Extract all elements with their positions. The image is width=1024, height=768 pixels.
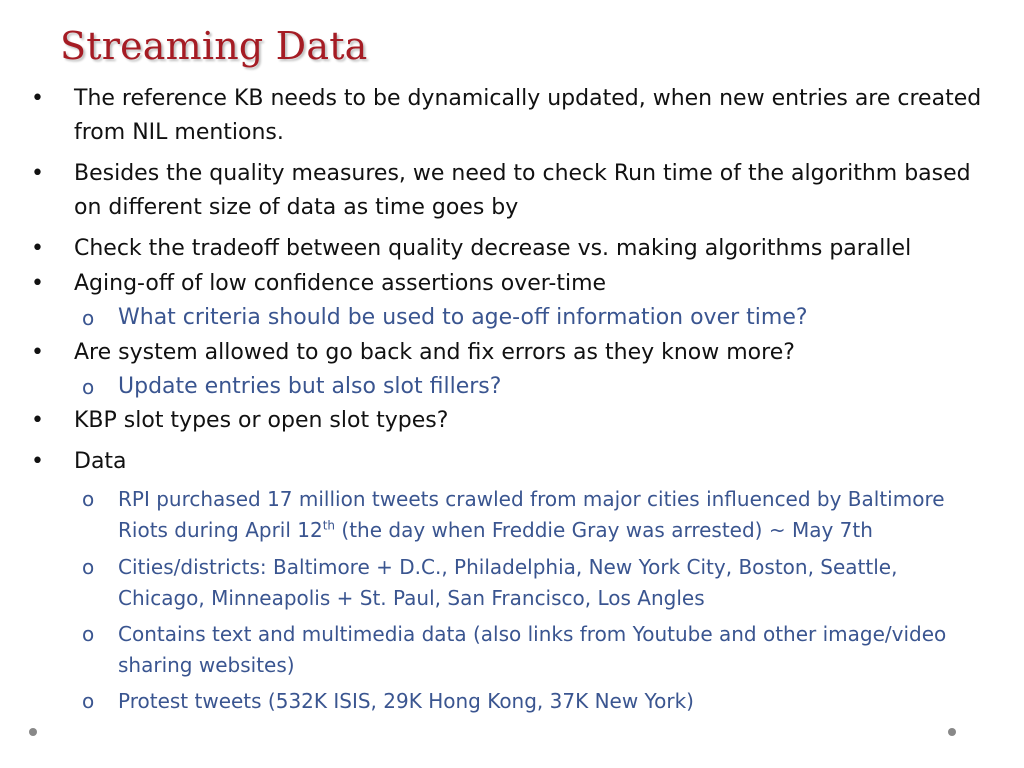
bullet-marker: • [31,271,44,296]
bullet-marker: • [31,236,44,261]
bullet-text: The reference KB needs to be dynamically updated, when new entries are created from NIL mentions. [74,86,982,145]
bullet-marker: • [31,449,44,474]
bullet-slot-types [31,404,986,438]
subbullet-text: Update entries but also slot fillers? [118,374,502,399]
bullet-text: Aging-off of low confidence assertions over-time [74,271,607,296]
bullet-text: Are system allowed to go back and fix errors as they know more? [74,340,795,365]
subbullet-update-entries [82,370,987,404]
subbullet-text: Protest tweets (532K ISIS, 29K Hong Kong, 37K New York) [118,689,694,713]
bullet-fix-errors [31,336,986,370]
bullet-marker: • [31,86,44,111]
bullet-text: KBP slot types or open slot types? [74,408,449,433]
subbullet-marker: o [82,622,95,646]
subbullet-age-off-criteria [82,301,987,335]
bullet-runtime [31,157,986,225]
subbullet-text: Contains text and multimedia data (also links from Youtube and other image/video sharing websites) [118,622,947,677]
superscript-th: th [322,518,336,533]
bullet-text: Data [74,449,127,474]
subbullet-marker: o [82,487,95,511]
bullet-marker: • [31,161,44,186]
slide-title: Streaming Data [60,24,368,68]
subbullet-marker: o [82,689,95,713]
bullet-marker: • [31,408,44,433]
bullet-text: Besides the quality measures, we need to check Run time of the algorithm based on different size of data as time goes by [74,161,971,220]
subbullet-protest-tweets [82,686,987,717]
bullet-text: Check the tradeoff between quality decrease vs. making algorithms parallel [74,236,912,261]
decorative-dot-left [29,728,37,736]
subbullet-tweets-purchased [82,484,987,546]
subbullet-marker: o [82,306,95,330]
subbullet-multimedia [82,619,987,681]
bullet-tradeoff [31,232,986,266]
subbullet-text-part1: RPI purchased 17 million tweets crawled from major cities influenced by Baltimore Riots during April 12 [118,487,945,542]
bullet-aging-off [31,267,986,301]
subbullet-marker: o [82,555,95,579]
subbullet-text: What criteria should be used to age-off information over time? [118,305,808,330]
subbullet-text-part2: (the day when Freddie Gray was arrested) ~ May 7th [335,518,873,542]
subbullet-cities [82,552,987,614]
subbullet-marker: o [82,375,95,399]
subbullet-text: Cities/districts: Baltimore + D.C., Philadelphia, New York City, Boston, Seattle, Chicago, Minneapolis + St. Paul, San Francisco, Los Angles [118,555,898,610]
decorative-dot-right [948,728,956,736]
bullet-kb-update [31,82,986,150]
bullet-marker: • [31,340,44,365]
subbullet-text [118,484,987,546]
bullet-data [31,445,986,479]
